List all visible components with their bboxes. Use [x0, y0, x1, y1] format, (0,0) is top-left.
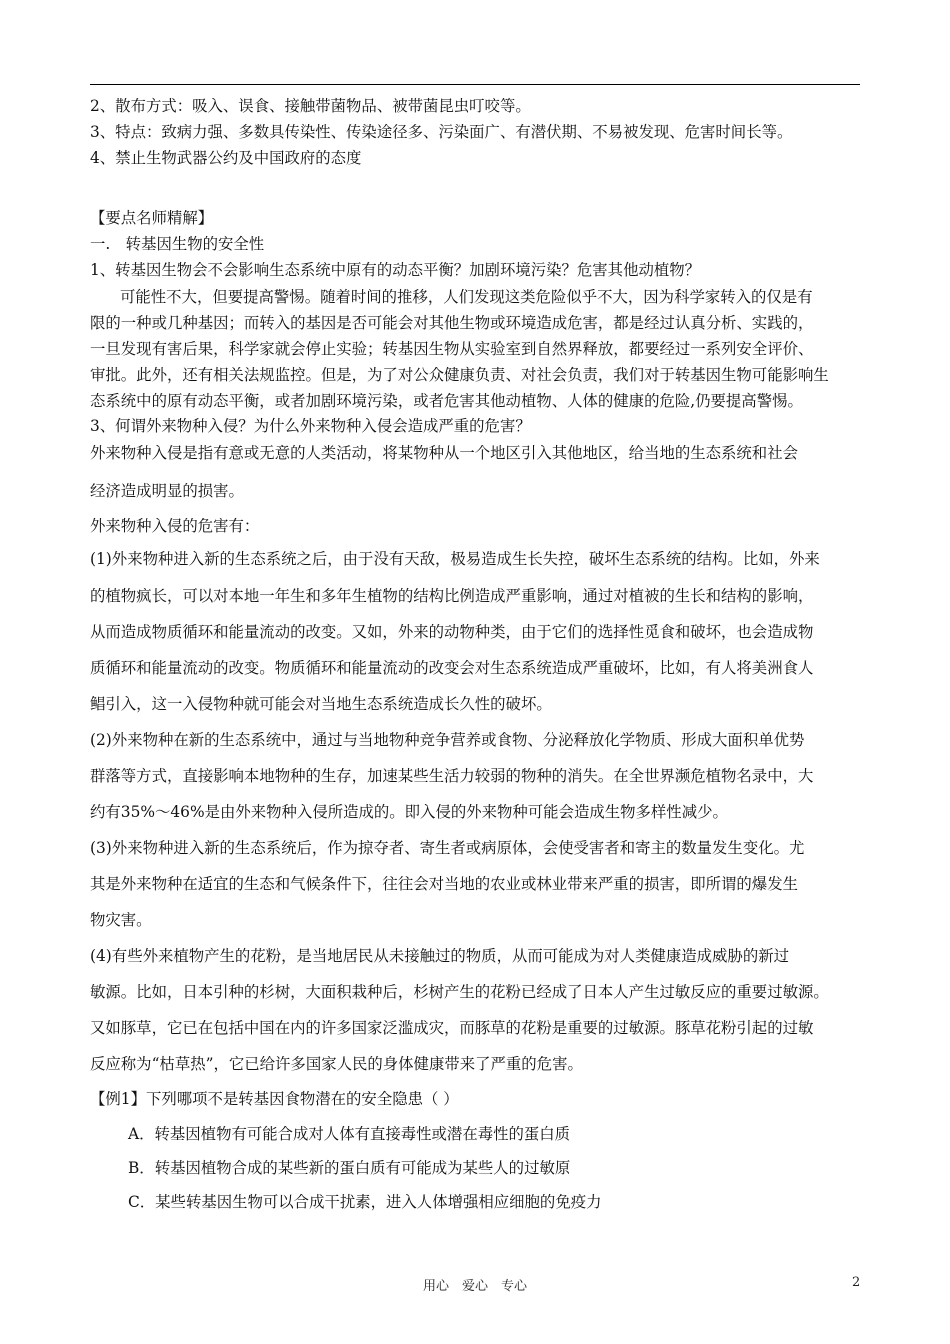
option-c: C．某些转基因生物可以合成干扰素，进入人体增强相应细胞的免疫力 — [128, 1193, 602, 1211]
paragraph-line: 其是外来物种在适宜的生态和气候条件下，往往会对当地的农业或林业带来严重的损害，即所谓的爆发生 — [90, 875, 798, 893]
paragraph-line: 外来物种入侵的危害有： — [90, 517, 260, 535]
paragraph-line: 一旦发现有害后果，科学家就会停止实验；转基因生物从实验室到自然界释放，都要经过一系列安全评价、 — [90, 340, 814, 358]
paragraph-line: 群落等方式，直接影响本地物种的生存，加速某些生活力较弱的物种的消失。在全世界濒危植物名录中，大 — [90, 767, 814, 785]
paragraph-line: (1)外来物种进入新的生态系统之后，由于没有天敌，极易造成生长失控，破坏生态系统的结构。比如，外来 — [90, 550, 820, 568]
text-line: 3、特点：致病力强、多数具传染性、传染途径多、污染面广、有潜伏期、不易被发现、危害时间长等。 — [90, 123, 793, 141]
section-heading: 【要点名师精解】 — [90, 209, 214, 227]
question-heading: 3、何谓外来物种入侵？为什么外来物种入侵会造成严重的危害？ — [90, 417, 531, 435]
text-line: 2、散布方式：吸入、误食、接触带菌物品、被带菌昆虫叮咬等。 — [90, 97, 531, 115]
footer-text: 用心 爱心 专心 — [422, 1279, 527, 1294]
option-a: A．转基因植物有可能合成对人体有直接毒性或潜在毒性的蛋白质 — [128, 1125, 571, 1143]
paragraph-line: 的植物疯长，可以对本地一年生和多年生植物的结构比例造成严重影响，通过对植被的生长和结构的影响， — [90, 587, 814, 605]
paragraph-line: 审批。此外，还有相关法规监控。但是，为了对公众健康负责、对社会负责，我们对于转基因生物可能影响生 — [90, 366, 829, 384]
page-number: 2 — [852, 1275, 861, 1290]
paragraph-line: (4)有些外来植物产生的花粉，是当地居民从未接触过的物质，从而可能成为对人类健康造成威胁的新过 — [90, 947, 789, 965]
paragraph-line: 又如豚草，它已在包括中国在内的许多国家泛滥成灾，而豚草的花粉是重要的过敏源。豚草花粉引起的过敏 — [90, 1019, 814, 1037]
paragraph-line: 态系统中的原有动态平衡，或者加剧环境污染，或者危害其他动植物、人体的健康的危险,仍要提高警惕。 — [90, 392, 803, 410]
subsection-heading: 一. 转基因生物的安全性 — [90, 235, 265, 253]
paragraph-line: 限的一种或几种基因；而转入的基因是否可能会对其他生物或环境造成危害，都是经过认真分析、实践的， — [90, 314, 814, 332]
paragraph-line: 从而造成物质循环和能量流动的改变。又如，外来的动物种类，由于它们的选择性觅食和破坏，也会造成物 — [90, 623, 814, 641]
paragraph-line: (3)外来物种进入新的生态系统后，作为掠夺者、寄生者或病原体，会使受害者和寄主的数量发生变化。尤 — [90, 839, 805, 857]
text-line: 4、禁止生物武器公约及中国政府的态度 — [90, 149, 362, 167]
paragraph-line: 反应称为“枯草热”，它已给许多国家人民的身体健康带来了严重的危害。 — [90, 1055, 583, 1073]
paragraph-line: 质循环和能量流动的改变。物质循环和能量流动的改变会对生态系统造成严重破坏，比如，有人将美洲食人 — [90, 659, 814, 677]
option-b: B．转基因植物合成的某些新的蛋白质有可能成为某些人的过敏原 — [128, 1159, 571, 1177]
paragraph-line: (2)外来物种在新的生态系统中，通过与当地物种竞争营养或食物、分泌释放化学物质、形成大面积单优势 — [90, 731, 805, 749]
example-question: 【例1】下列哪项不是转基因食物潜在的安全隐患（ ） — [90, 1090, 459, 1108]
question-heading: 1、转基因生物会不会影响生态系统中原有的动态平衡？加剧环境污染？危害其他动植物？ — [90, 261, 701, 279]
header-rule — [90, 84, 860, 85]
paragraph-line: 外来物种入侵是指有意或无意的人类活动，将某物种从一个地区引入其他地区，给当地的生态系统和社会 — [90, 444, 798, 462]
paragraph-line: 可能性不大，但要提高警惕。随着时间的推移，人们发现这类危险似乎不大，因为科学家转入的仅是有 — [120, 288, 813, 306]
paragraph-line: 物灾害。 — [90, 911, 152, 929]
paragraph-line: 鲳引入，这一入侵物种就可能会对当地生态系统造成长久性的破坏。 — [90, 695, 552, 713]
paragraph-line: 敏源。比如，日本引种的杉树，大面积栽种后，杉树产生的花粉已经成了日本人产生过敏反应的重要过敏源。 — [90, 983, 829, 1001]
paragraph-line: 经济造成明显的损害。 — [90, 482, 244, 500]
paragraph-line: 约有35%～46%是由外来物种入侵所造成的。即入侵的外来物种可能会造成生物多样性减少。 — [90, 803, 728, 821]
